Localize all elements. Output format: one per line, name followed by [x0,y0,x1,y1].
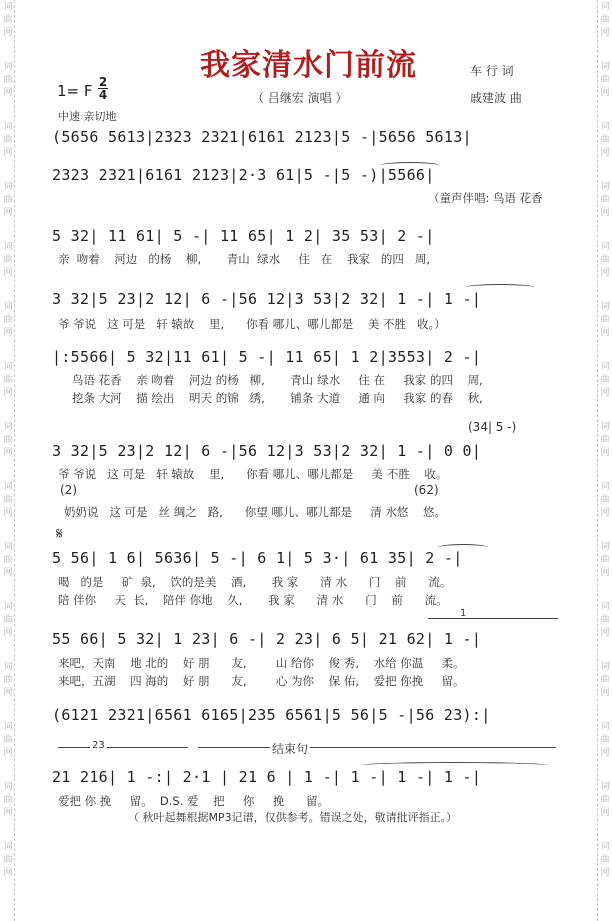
watermark-char: 曲 [3,675,13,685]
watermark-char: 曲 [600,255,610,265]
notation-line-6: 3 32|5 23|2 12| 6 -|56 12|3 53|2 32| 1 -| 0 0| [52,442,482,460]
watermark-char: 曲 [3,375,13,385]
notation-line-8: 55 66| 5 32| 1 23| 6 -| 2 23| 6 5| 21 62| 1 -| [52,630,482,648]
alternate-marker: (62) [414,483,439,497]
lyrics-line-5a: 鸟语 花香 亲 吻着 河边 的杨 柳, 青山 绿水 住 在 我家 的四 周, [72,373,483,387]
watermark-char: 曲 [600,855,610,865]
lyrics-line-7b: 陪 伴你 天 长, 陪伴 你地 久, 我 家 清 水 门 前 流。 [58,593,448,607]
watermark-char: 词 [600,602,610,612]
watermark-char: 网 [600,388,610,398]
coda-bracket [198,747,556,748]
watermark-char: 词 [3,542,13,552]
lyrics-line-2: （童声伴唱: 鸟语 花香 [428,191,543,205]
ending-23-label: 23 [92,740,105,751]
lyrics-line-10: 爱把 你 挽 留。 D.S. 爱 把 你 挽 留。 [58,794,330,808]
watermark-char: 词 [3,302,13,312]
watermark-char: 曲 [3,555,13,565]
notation-line-9: (6121 2321|6561 6165|235 6561|5 56|5 -|56 23):| [52,706,491,724]
watermark-char: 曲 [3,495,13,505]
watermark-char: 曲 [3,315,13,325]
watermark-char: 曲 [600,615,610,625]
watermark-char: 网 [3,328,13,338]
watermark-char: 网 [600,448,610,458]
watermark-char: 词 [3,782,13,792]
footnote: （ 秋叶起舞根据MP3记谱，仅供参考。错误之处，敬请批评指正。） [128,811,458,824]
time-signature [98,76,108,101]
notation-line-4: 3 32|5 23|2 12| 6 -|56 12|3 53|2 32| 1 -| 1 -| [52,290,482,308]
watermark-char: 网 [3,808,13,818]
watermark-char: 曲 [3,255,13,265]
watermark-char: 曲 [3,435,13,445]
watermark-char: 曲 [600,75,610,85]
key-signature: 1= F [57,82,93,100]
watermark-char: 网 [600,28,610,38]
tie-arc [380,162,440,169]
lyrics-line-6a: 爷 爷说 这 可是 轩 辕故 里, 你看 哪儿、哪儿都是 美 不胜 收。 [58,467,448,481]
watermark-char: 曲 [600,315,610,325]
watermark-char: 词 [3,722,13,732]
time-sig-bottom: 4 [98,88,108,102]
watermark-char: 网 [600,568,610,578]
ending-23-bracket [58,747,188,748]
watermark-char: 网 [3,268,13,278]
watermark-char: 词 [3,842,13,852]
watermark-char: 词 [3,62,13,72]
watermark-char: 曲 [600,435,610,445]
notation-line-5: |:5566| 5 32|11 61| 5 -| 11 65| 1 2|3553| 2 -| [52,348,482,366]
watermark-char: 曲 [3,75,13,85]
verse-2-marker: (2) [60,483,77,497]
song-title: 我家清水门前流 [200,48,417,83]
watermark-char: 网 [600,148,610,158]
lyrics-line-6b: 奶奶说 这 可是 丝 绸之 路, 你望 哪儿、哪儿都是 清 水悠 悠。 [64,505,447,519]
lyrics-line-4: 爷 爷说 这 可是 轩 辕故 里, 你看 哪儿、哪儿都是 美 不胜 收。） [58,317,446,331]
watermark-char: 词 [600,842,610,852]
ending-1-label: 1 [460,608,467,619]
watermark-char: 曲 [600,135,610,145]
watermark-char: 词 [600,2,610,12]
watermark-char: 词 [600,242,610,252]
watermark-char: 词 [600,542,610,552]
tie-arc [465,284,535,291]
watermark-char: 网 [600,688,610,698]
watermark-char: 词 [3,362,13,372]
watermark-char: 网 [600,328,610,338]
lyrics-line-3: 亲 吻着 河边 的杨 柳, 青山 绿水 住 在 我家 的四 周, [58,252,431,266]
watermark-char: 曲 [3,795,13,805]
watermark-char: 曲 [3,855,13,865]
watermark-char: 词 [600,362,610,372]
watermark-char: 曲 [600,555,610,565]
tie-arc [438,544,488,551]
watermark-char: 网 [3,508,13,518]
watermark-char: 词 [600,782,610,792]
watermark-char: 曲 [3,735,13,745]
tempo-marking: 中速 亲切地 [58,110,117,123]
watermark-char: 网 [3,148,13,158]
notation-line-1: (5656 5613|2323 2321|6161 2123|5 -|5656 5613| [52,128,472,146]
watermark-char: 曲 [600,675,610,685]
watermark-char: 词 [3,422,13,432]
lyricist-credit: 车 行 词 [470,64,514,78]
watermark-char: 曲 [600,795,610,805]
watermark-char: 词 [600,482,610,492]
watermark-char: 词 [3,662,13,672]
ending-phrase-label: 结束句 [272,742,309,756]
time-sig-top: 2 [98,75,108,89]
watermark-char: 网 [600,88,610,98]
watermark-char: 网 [600,508,610,518]
watermark-char: 词 [3,122,13,132]
watermark-char: 曲 [600,195,610,205]
lyrics-line-8a: 来吧，天南 地 北的 好 朋 友, 山 给你 俊 秀, 水给 你温 柔。 [58,656,465,670]
lyrics-line-8b: 来吧，五湖 四 海的 好 朋 友, 心 为你 保 佑, 爱把 你挽 留。 [58,674,465,688]
watermark-char: 曲 [3,15,13,25]
watermark-char: 网 [3,388,13,398]
watermark-char: 曲 [600,15,610,25]
watermark-char: 网 [3,868,13,878]
watermark-char: 词 [600,722,610,732]
watermark-char: 词 [600,422,610,432]
watermark-char: 网 [3,28,13,38]
notation-line-10: 21 216| 1 -:| 2·1 | 21 6 | 1 -| 1 -| 1 -| 1 -| [52,768,482,786]
watermark-char: 网 [600,208,610,218]
lyrics-line-7a: 喝 的是 矿 泉, 饮的是美 酒, 我 家 清 水 门 前 流。 [58,575,452,589]
watermark-char: 网 [3,448,13,458]
notation-line-2: 2323 2321|6161 2123|2·3 61|5 -|5 -)|5566| [52,166,435,184]
watermark-char: 词 [600,62,610,72]
lyrics-line-5b: 挖条 大河 描 绘出 明天 的锦 绣, 铺条 大道 通 向 我家 的春 秋, [72,391,483,405]
composer-credit: 戚建波 曲 [470,91,522,105]
watermark-char: 词 [600,122,610,132]
singer-credit: （ 吕继宏 演唱 ） [252,91,348,105]
watermark-char: 曲 [600,375,610,385]
watermark-char: 网 [3,688,13,698]
watermark-char: 网 [600,868,610,878]
watermark-char: 网 [600,808,610,818]
watermark-char: 网 [600,268,610,278]
alternate-notes: (34| 5 -) [468,420,517,434]
watermark-char: 网 [3,208,13,218]
segno-sign: 𝄋 [56,524,63,543]
watermark-char: 曲 [600,735,610,745]
watermark-char: 网 [3,88,13,98]
watermark-char: 曲 [600,495,610,505]
watermark-char: 词 [3,182,13,192]
watermark-char: 网 [3,628,13,638]
watermark-char: 曲 [3,135,13,145]
watermark-char: 词 [600,302,610,312]
watermark-char: 词 [600,662,610,672]
ending-1-bracket [428,618,558,619]
watermark-char: 网 [600,748,610,758]
watermark-char: 词 [3,602,13,612]
tie-arc [360,762,550,769]
watermark-char: 网 [3,568,13,578]
watermark-char: 曲 [3,615,13,625]
notation-line-7: 5 56| 1 6| 5636| 5 -| 6 1| 5 3·| 61 35| 2 -| [52,549,463,567]
watermark-char: 网 [3,748,13,758]
watermark-char: 词 [3,2,13,12]
watermark-char: 词 [3,482,13,492]
watermark-char: 词 [600,182,610,192]
watermark-char: 网 [600,628,610,638]
watermark-char: 曲 [3,195,13,205]
watermark-char: 词 [3,242,13,252]
notation-line-3: 5 32| 11 61| 5 -| 11 65| 1 2| 35 53| 2 -| [52,227,435,245]
